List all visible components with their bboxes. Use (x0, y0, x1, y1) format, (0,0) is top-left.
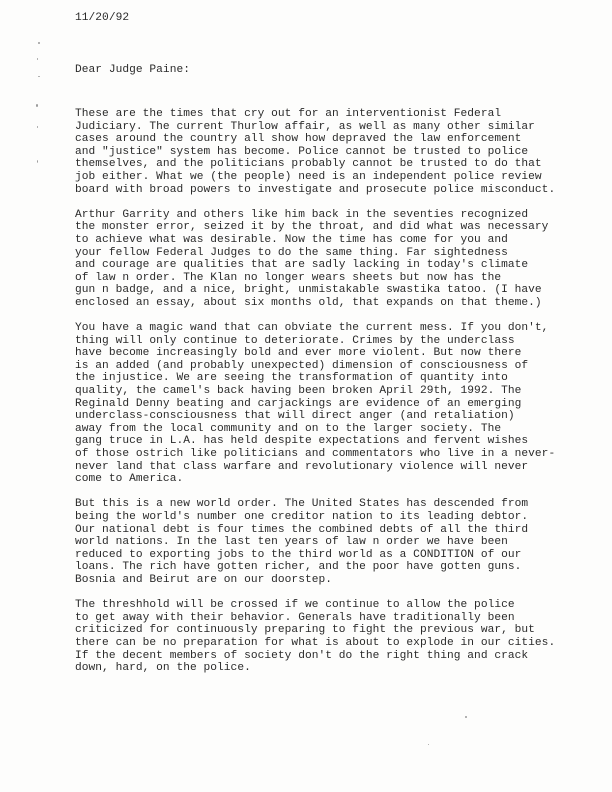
scan-speck (465, 716, 467, 718)
scan-speck (37, 58, 38, 60)
scan-speck (428, 744, 429, 745)
text-line: away from the local community and on to the larger society. The (75, 422, 502, 435)
text-line: to get away with their behavior. Generals have traditionally been (75, 611, 515, 624)
text-line: Arthur Garrity and others like him back in the seventies recognized (75, 208, 529, 221)
text-line: is an added (and probably unexpected) dimension of consciousness of (75, 359, 529, 372)
text-line: board with broad powers to investigate and prosecute police misconduct. (75, 183, 556, 196)
text-line: of those ostrich like politicians and commentators who live in a never- (75, 448, 556, 461)
text-line: there can be no preparation for what is about to explode in our cities. (75, 636, 556, 649)
text-line: of law n order. The Klan no longer wears sheets but now has the (75, 271, 502, 284)
text-line: gang truce in L.A. has held despite expectations and fervent wishes (75, 435, 529, 448)
text-line: your fellow Federal Judges to do the same thing. Far sightedness (75, 246, 508, 259)
text-line: The threshhold will be crossed if we continue to allow the police (75, 599, 515, 612)
text-line: the injustice. We are seeing the transformation of quantity into (75, 372, 508, 385)
text-line: come to America. (75, 473, 184, 486)
letter-body (75, 108, 595, 687)
text-line: Reginald Denny beating and carjackings are evidence of an emerging (75, 397, 522, 410)
text-line: and courage are qualities that are sadly lacking in today's climate (75, 259, 529, 272)
text-line: and "justice" system has become. Police cannot be trusted to police (75, 145, 529, 158)
text-line: to achieve what was desirable. Now the time has come for you and (75, 233, 508, 246)
scan-speck (37, 160, 38, 163)
text-line: have become increasingly bold and ever more violent. But now there (75, 347, 522, 360)
text-line: Bosnia and Beirut are on our doorstep. (75, 573, 333, 586)
scan-speck (38, 76, 40, 77)
text-line: Our national debt is four times the combined debts of all the third (75, 523, 529, 536)
text-line: These are the times that cry out for an interventionist Federal (75, 108, 502, 120)
text-line: being the world's number one creditor nation to its leading debtor. (75, 511, 529, 523)
scan-speck (37, 126, 38, 128)
paragraph-4 (75, 498, 595, 586)
paragraph-2 (75, 209, 595, 310)
scan-speck (36, 104, 38, 107)
text-line: world nations. In the last ten years of law n order we have been (75, 536, 508, 549)
text-line: the monster error, seized it by the throat, and did what was necessary (75, 221, 549, 234)
text-line: never land that class warfare and revolutionary violence will never (75, 460, 529, 473)
text-line: If the decent members of society don't do the right thing and crack (75, 649, 529, 662)
text-line: Judiciary. The current Thurlow affair, as well as many other similar (75, 120, 535, 133)
text-line: job either. What we (the people) need is an independent police review (75, 170, 542, 183)
scan-speck (38, 42, 40, 44)
text-line: cases around the country all show how depraved the law enforcement (75, 133, 522, 146)
salutation: Dear Judge Paine: (75, 64, 190, 76)
text-line: quality, the camel's back having been broken April 29th, 1992. The (75, 385, 522, 398)
letter-date: 11/20/92 (75, 12, 130, 24)
text-line: thing will only continue to deteriorate. Crimes by the underclass (75, 334, 515, 347)
text-line: enclosed an essay, about six months old, that expands on that theme.) (75, 296, 542, 309)
text-line: You have a magic wand that can obviate the current mess. If you don't, (75, 322, 549, 335)
text-line: criticized for continuously preparing to fight the previous war, but (75, 624, 535, 637)
paragraph-5 (75, 599, 595, 675)
text-line: But this is a new world order. The United States has descended from (75, 498, 529, 511)
paragraph-1 (75, 108, 595, 196)
text-line: down, hard, on the police. (75, 662, 251, 675)
text-line: loans. The rich have gotten richer, and the poor have gotten guns. (75, 561, 522, 574)
text-line: themselves, and the politicians probably cannot be trusted to do that (75, 158, 542, 171)
text-line: reduced to exporting jobs to the third world as a CONDITION of our (75, 548, 522, 561)
text-line: gun n badge, and a nice, bright, unmistakable swastika tatoo. (I have (75, 284, 542, 297)
paragraph-3 (75, 322, 595, 486)
text-line: underclass-consciousness that will direct anger (and retaliation) (75, 410, 515, 423)
